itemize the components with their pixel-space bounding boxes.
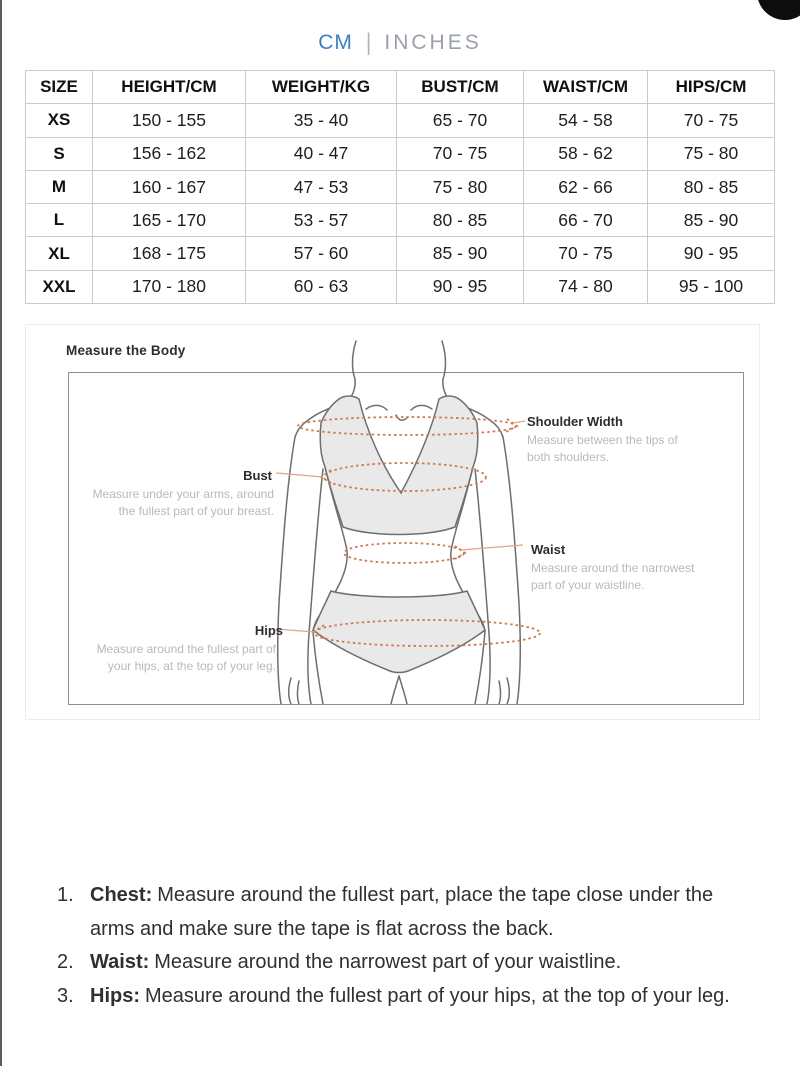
table-cell: 160 - 167	[93, 170, 246, 203]
size-label: XS	[26, 104, 93, 137]
table-cell: 70 - 75	[397, 137, 524, 170]
instruction-body	[90, 980, 757, 1014]
table-cell: 85 - 90	[397, 237, 524, 270]
unit-toggle	[0, 31, 800, 55]
instruction-body	[90, 946, 757, 980]
table-cell: 170 - 180	[93, 270, 246, 303]
table-row	[26, 270, 775, 303]
column-header-waist: WAIST/CM	[524, 71, 648, 104]
unit-option-cm[interactable]: CM	[318, 31, 353, 54]
table-cell: 62 - 66	[524, 170, 648, 203]
table-cell: 80 - 85	[397, 204, 524, 237]
unit-option-inches[interactable]: INCHES	[384, 31, 482, 54]
waist-label: Waist	[531, 542, 566, 557]
table-cell: 70 - 75	[648, 104, 775, 137]
table-row	[26, 170, 775, 203]
instruction-text: Measure around the fullest part, place the tape close under the arms and make sure the tape is flat across the back.	[90, 884, 714, 940]
size-label: M	[26, 170, 93, 203]
table-cell: 85 - 90	[648, 204, 775, 237]
table-cell: 57 - 60	[246, 237, 397, 270]
instruction-item	[57, 980, 757, 1014]
instruction-item	[57, 946, 757, 980]
instruction-text: Measure around the narrowest part of your waistline.	[154, 951, 622, 973]
shoulder-width-description: Measure between the tips of both shoulders.	[527, 433, 678, 464]
table-cell: 70 - 75	[524, 237, 648, 270]
instruction-number: 2.	[57, 951, 74, 973]
table-cell: 65 - 70	[397, 104, 524, 137]
size-label: XL	[26, 237, 93, 270]
column-header-size: SIZE	[26, 71, 93, 104]
hips-description: Measure around the fullest part of your hips, at the top of your leg.	[96, 642, 276, 673]
waist-description: Measure around the narrowest part of your waistline.	[531, 561, 695, 592]
table-cell: 58 - 62	[524, 137, 648, 170]
table-row	[26, 204, 775, 237]
table-cell: 156 - 162	[93, 137, 246, 170]
figure-outline	[278, 341, 521, 704]
column-header-height: HEIGHT/CM	[93, 71, 246, 104]
diagram-title: Measure the Body	[66, 343, 186, 358]
instruction-term: Chest:	[90, 884, 153, 906]
table-cell: 165 - 170	[93, 204, 246, 237]
bust-label: Bust	[243, 468, 272, 483]
column-header-hips: HIPS/CM	[648, 71, 775, 104]
instruction-term: Waist:	[90, 951, 150, 973]
table-cell: 47 - 53	[246, 170, 397, 203]
table-row	[26, 104, 775, 137]
column-header-weight: WEIGHT/KG	[246, 71, 397, 104]
measuring-instructions	[57, 879, 757, 1013]
table-cell: 66 - 70	[524, 204, 648, 237]
corner-floating-button[interactable]	[757, 0, 800, 20]
table-cell: 54 - 58	[524, 104, 648, 137]
table-row	[26, 137, 775, 170]
size-label: L	[26, 204, 93, 237]
table-cell: 60 - 63	[246, 270, 397, 303]
instruction-term: Hips:	[90, 984, 140, 1007]
shoulder-width-label: Shoulder Width	[527, 414, 623, 429]
instruction-text: Measure around the fullest part of your hips, at the top of your leg.	[145, 984, 730, 1007]
table-row	[26, 237, 775, 270]
hips-label: Hips	[254, 623, 283, 638]
table-cell: 75 - 80	[397, 170, 524, 203]
table-cell: 80 - 85	[648, 170, 775, 203]
table-cell: 150 - 155	[93, 104, 246, 137]
table-cell: 35 - 40	[246, 104, 397, 137]
size-label: S	[26, 137, 93, 170]
table-cell: 168 - 175	[93, 237, 246, 270]
table-cell: 53 - 57	[246, 204, 397, 237]
column-header-bust: BUST/CM	[397, 71, 524, 104]
instruction-number: 1.	[57, 884, 74, 906]
table-cell: 90 - 95	[648, 237, 775, 270]
table-cell: 95 - 100	[648, 270, 775, 303]
table-header-row	[26, 71, 775, 104]
table-cell: 90 - 95	[397, 270, 524, 303]
unit-divider: |	[365, 29, 372, 56]
measure-body-card	[25, 324, 760, 720]
diagram-frame	[68, 372, 744, 705]
size-label: XXL	[26, 270, 93, 303]
screenshot-edge-line	[0, 0, 2, 1066]
instruction-item	[57, 879, 757, 946]
instruction-body	[90, 879, 757, 946]
bust-description: Measure under your arms, around the fullest part of your breast.	[92, 487, 274, 518]
table-cell: 74 - 80	[524, 270, 648, 303]
table-cell: 40 - 47	[246, 137, 397, 170]
size-chart-table	[25, 70, 775, 304]
instruction-number: 3.	[57, 984, 74, 1007]
table-cell: 75 - 80	[648, 137, 775, 170]
